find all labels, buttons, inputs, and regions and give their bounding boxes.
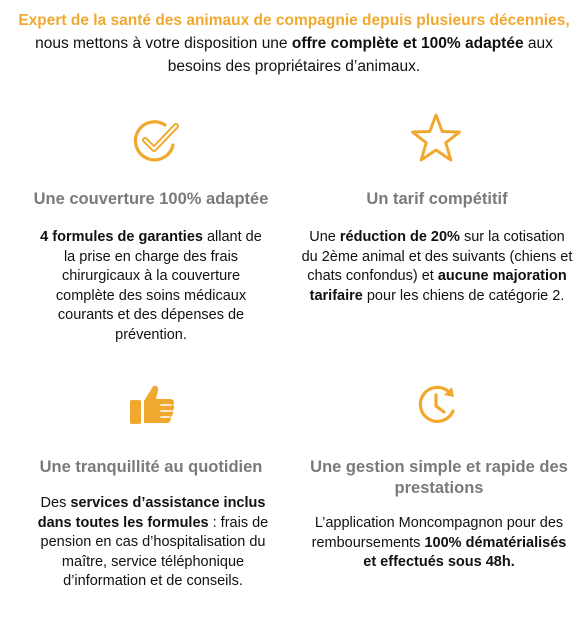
feature-title-management: Une gestion simple et rapide des prestations bbox=[310, 458, 568, 497]
desc-bold-text: 4 formules de garanties bbox=[40, 229, 203, 245]
feature-title-coverage: Une couverture 100% adaptée bbox=[33, 190, 269, 208]
intro-highlight: Expert de la santé des animaux de compagnie depuis plusieurs décennies, bbox=[18, 12, 570, 29]
desc-bold-text: aucune majoration tarifaire bbox=[309, 268, 567, 304]
desc-bold-text: services d’assistance inclus dans toutes les formules bbox=[37, 495, 266, 531]
feature-desc-coverage bbox=[34, 228, 268, 345]
desc-text: L’application Moncompagnon pour des remboursements bbox=[311, 515, 564, 551]
thumbs-up-icon bbox=[121, 375, 181, 435]
check-circle-icon bbox=[127, 111, 187, 171]
desc-text: Une bbox=[309, 229, 340, 245]
intro-text-2: aux besoins des propriétaires d’animaux. bbox=[167, 35, 553, 75]
feature-desc-management bbox=[304, 514, 574, 573]
intro-bold: offre complète et 100% adaptée bbox=[291, 35, 524, 52]
feature-title-price: Un tarif compétitif bbox=[366, 190, 508, 208]
intro-paragraph bbox=[10, 9, 578, 78]
intro-text-1: nous mettons à votre disposition une bbox=[35, 35, 292, 52]
desc-text: pour les chiens de catégorie 2. bbox=[362, 287, 565, 304]
desc-text: Des bbox=[40, 495, 71, 511]
feature-title-peace: Une tranquillité au quotidien bbox=[39, 458, 263, 476]
feature-desc-price bbox=[300, 228, 574, 306]
desc-text: allant de la prise en charge des frais chirurgicaux à la couverture complète des soins médicaux courants et des dépenses de prévention. bbox=[55, 229, 262, 343]
desc-bold-text: 100% dématérialisés et effectués sous 48h. bbox=[363, 534, 567, 570]
desc-text: sur la cotisation du 2ème animal et des suivants (chiens et chats confondus) et bbox=[301, 229, 573, 284]
feature-desc-peace bbox=[22, 494, 284, 592]
star-icon bbox=[406, 109, 466, 169]
clock-icon bbox=[406, 375, 466, 435]
desc-text: : frais de pension en cas d’hospitalisation du maître, service téléphonique d’information et de conseils. bbox=[40, 514, 269, 589]
desc-bold-text: réduction de 20% bbox=[339, 229, 460, 245]
